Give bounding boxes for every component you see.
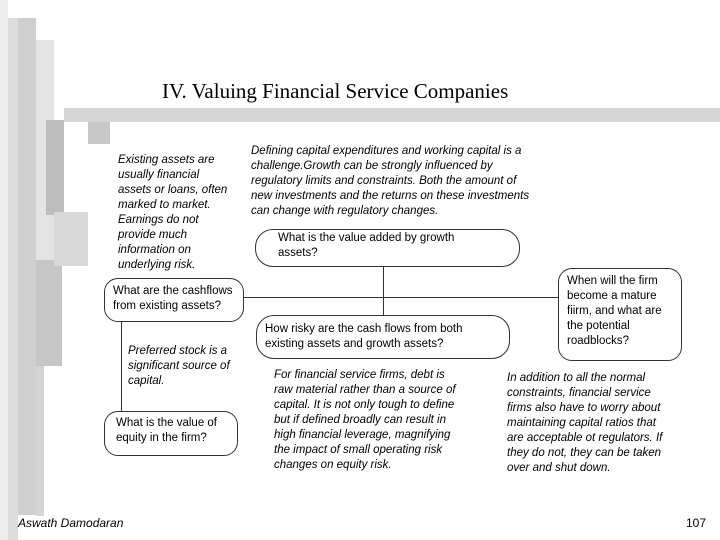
title-rule xyxy=(64,108,720,122)
decor-bar xyxy=(88,122,110,144)
connector-line xyxy=(383,265,384,315)
note-debt: For financial service firms, debt is raw material rather than a source of capital. It is not only tough to define but if defined broadly can result in high financial leverage, magnifying the impact of small operating risk changes on equity risk. xyxy=(274,369,456,471)
decor-bar xyxy=(36,366,44,516)
slide-title: IV. Valuing Financial Service Companies xyxy=(162,79,509,103)
connector-line xyxy=(244,297,558,298)
decor-bar xyxy=(0,0,8,540)
note-capex: Defining capital expenditures and working capital is a challenge.Growth can be strongly influenced by regulatory limits and constraints. Both the amount of new investments and the returns on these investments can change with regulatory changes. xyxy=(251,145,530,217)
note-existing-assets: Existing assets are usually financial assets or loans, often marked to market. Earnings do not provide much information on underlying risk. xyxy=(118,154,228,271)
box-equity: What is the value of equity in the firm? xyxy=(104,411,238,456)
decor-bar xyxy=(36,260,62,366)
decor-bar xyxy=(46,120,64,215)
decor-bar xyxy=(8,18,18,540)
box-cashflows: What are the cashflows from existing assets? xyxy=(104,278,244,322)
box-value-added: What is the value added by growth assets? xyxy=(255,229,520,267)
note-preferred: Preferred stock is a significant source of capital. xyxy=(128,345,230,387)
connector-line xyxy=(121,321,122,412)
box-mature: When will the firm become a mature fiirm, and what are the potential roadblocks? xyxy=(558,268,682,361)
footer-author: Aswath Damodaran xyxy=(18,516,124,530)
decor-bar xyxy=(54,212,88,266)
note-regulators: In addition to all the normal constraints, financial service firms also have to worry about maintaining capital ratios that are acceptable ot regulators. If they do not, they can be taken over and shut down. xyxy=(507,372,663,474)
decor-bar xyxy=(18,18,36,515)
box-risky: How risky are the cash flows from both existing assets and growth assets? xyxy=(256,315,510,359)
page-number: 107 xyxy=(685,516,706,530)
